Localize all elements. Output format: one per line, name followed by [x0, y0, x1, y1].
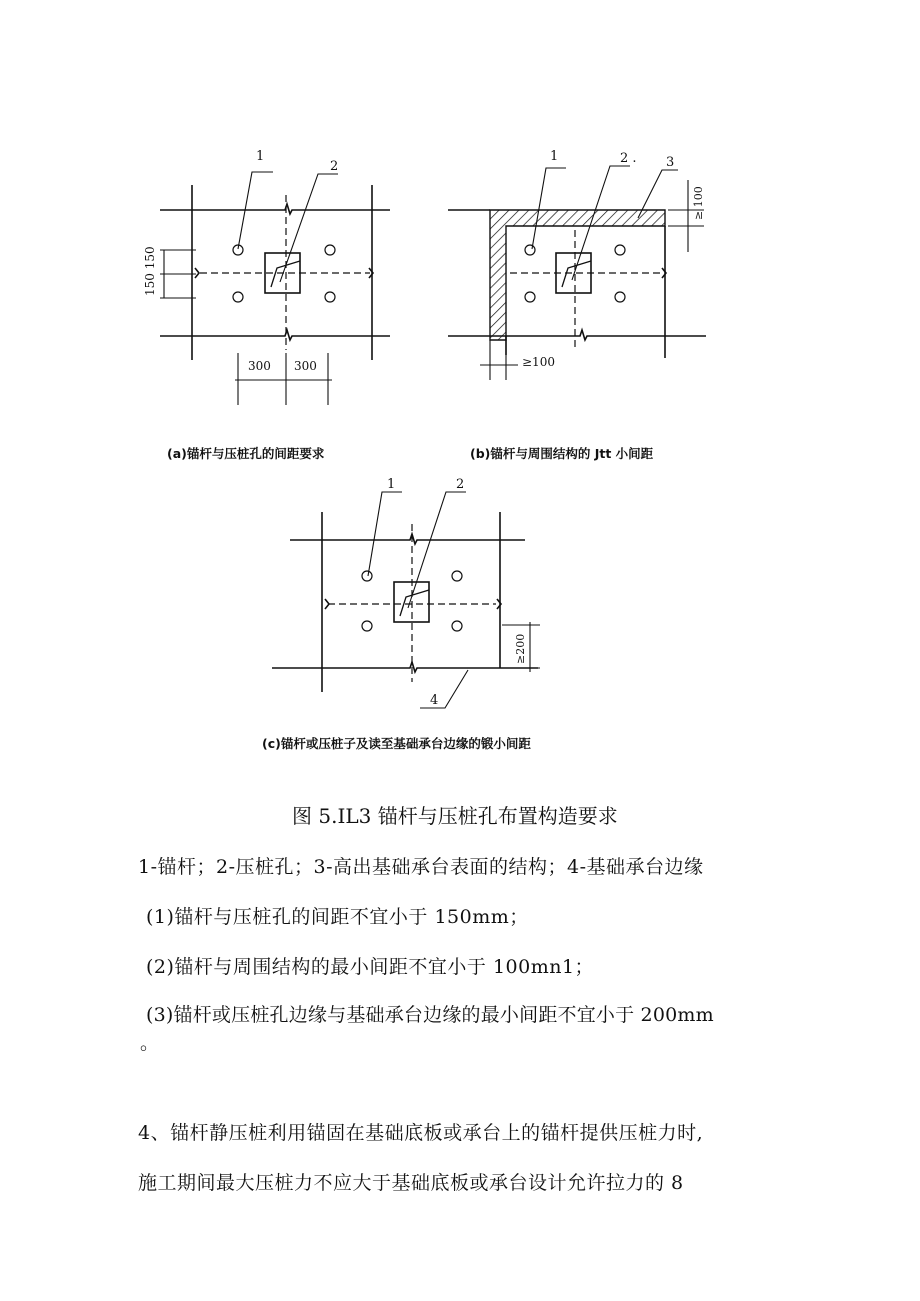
anchor-hole-icon: [325, 292, 335, 302]
paragraph-line-2: 施工期间最大压桩力不应大于基础底板或承台设计允许拉力的 8: [138, 1172, 684, 1194]
anchor-hole-icon: [233, 292, 243, 302]
figure-title: 图 5.IL3 锚杆与压桩孔布置构造要求: [292, 804, 618, 828]
paragraph-line-1: 4、锚杆静压桩利用锚固在基础底板或承台上的锚杆提供压桩力时,: [138, 1122, 704, 1144]
item-3-tail: 。: [140, 1032, 160, 1054]
label-1: 1: [387, 477, 396, 492]
dim-bottom: ≥100: [522, 355, 555, 369]
label-3: 3: [666, 155, 675, 170]
item-2: (2)锚杆与周围结构的最小间距不宜小于 100mn1；: [146, 956, 595, 978]
dim-right: ≥200: [514, 633, 527, 664]
caption-c: (c)锚杆或压桩子及读至基础承台边缘的锻小间距: [262, 736, 531, 751]
label-1: 1: [550, 149, 559, 164]
caption-b: (b)锚杆与周围结构的 Jtt 小间距: [470, 446, 654, 461]
caption-a: (a)锚杆与压桩孔的间距要求: [167, 446, 325, 461]
anchor-hole-icon: [452, 621, 462, 631]
dim-top: ≥ 100: [692, 186, 705, 220]
anchor-hole-icon: [615, 245, 625, 255]
anchor-hole-icon: [325, 245, 335, 255]
anchor-hole-icon: [525, 292, 535, 302]
figure-b: [440, 140, 720, 430]
label-2: 2: [330, 159, 339, 174]
anchor-hole-icon: [525, 245, 535, 255]
anchor-hole-icon: [362, 571, 372, 581]
label-1: 1: [256, 149, 265, 164]
figure-a: [140, 140, 400, 430]
dim-vertical: 150 150: [143, 246, 157, 296]
anchor-hole-icon: [615, 292, 625, 302]
label-4: 4: [430, 693, 439, 708]
anchor-hole-icon: [362, 621, 372, 631]
item-3: (3)锚杆或压桩孔边缘与基础承台边缘的最小间距不宜小于 200mm: [146, 1004, 714, 1026]
legend-line: 1-锚杆；2-压桩孔；3-高出基础承台表面的结构；4-基础承台边缘: [138, 856, 704, 878]
figure-c: [260, 472, 560, 722]
item-1: (1)锚杆与压桩孔的间距不宜小于 150mm；: [146, 906, 529, 928]
label-2: 2 .: [620, 151, 637, 166]
dim-300-right: 300: [294, 359, 317, 373]
dim-300-left: 300: [248, 359, 271, 373]
label-2: 2: [456, 477, 465, 492]
anchor-hole-icon: [452, 571, 462, 581]
